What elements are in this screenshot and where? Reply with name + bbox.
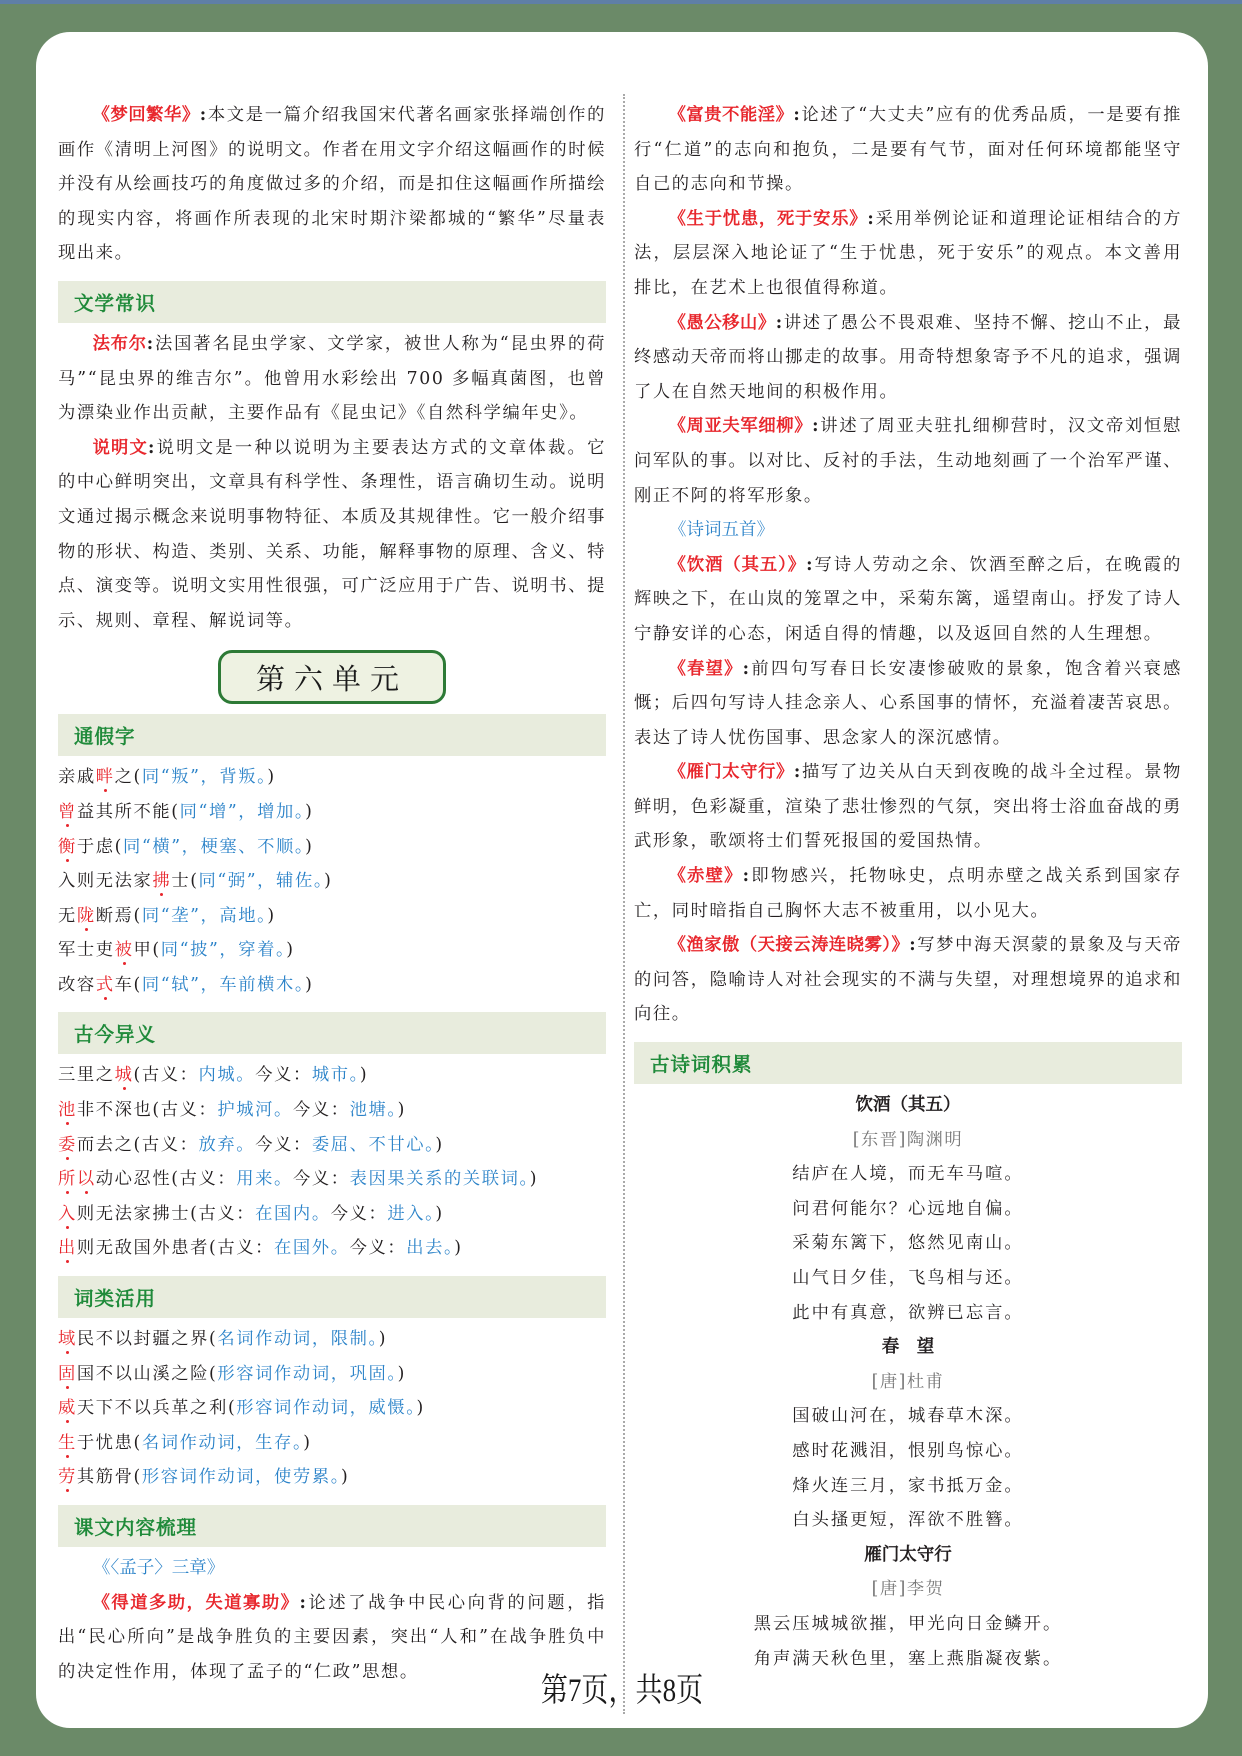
paren: )	[305, 836, 314, 857]
emphasized-char: 衡	[58, 836, 77, 857]
intro-title: 《梦回繁华》	[92, 105, 200, 125]
summary-item	[634, 409, 1182, 513]
section-heading-text: 古诗词积累	[650, 1053, 753, 1077]
poem-line: 问君何能尔？心远地自偏。	[792, 1198, 1024, 1219]
emphasized-char: 式	[95, 974, 115, 995]
text-post: 之(	[114, 767, 142, 788]
emphasized-char-group	[58, 1433, 77, 1453]
emphasized-char-group	[96, 975, 115, 995]
summary-item	[634, 548, 1182, 652]
emphasized-char: 畔	[95, 767, 115, 788]
summary-text: 写梦中海天溟蒙的景象及与天帝的问答，隐喻诗人对社会现实的不满与失望，对理想境界的追求和向往。	[634, 935, 1182, 1025]
text-post: 则无敌国外患者(古义：	[76, 1238, 275, 1259]
emphasized-char: 威	[58, 1398, 77, 1419]
poem-line: 感时花溅泪，恨别鸟惊心。	[792, 1440, 1024, 1461]
modern-meaning: 进入。	[387, 1203, 436, 1224]
note: 同“叛”，背叛。	[141, 767, 268, 788]
colon: :	[909, 935, 918, 956]
summary-text: 前四句写春日长安凄惨破败的景象，饱含着兴衰感慨；后四句写诗人挂念亲人、心系国事的情怀，充溢着凄苦哀思。表达了诗人忧伤国事、思念家人的深沉感情。	[634, 658, 1182, 748]
modern-meaning: 城市。	[311, 1065, 360, 1086]
summary-text: 采用举例论证和道理论证相结合的方法，层层深入地论证了“生于忧患，死于安乐”的观点。本文善用排比，在艺术上也很值得称道。	[634, 208, 1182, 298]
section-heading-text: 通假字	[74, 725, 136, 749]
emphasized-char: 以	[76, 1169, 96, 1190]
note: 同“垄”，高地。	[141, 905, 268, 926]
poem-line: 结庐在人境，而无车马喧。	[792, 1164, 1024, 1185]
paren: )	[303, 1432, 312, 1453]
gujin-item	[58, 1093, 606, 1128]
unit-title: 第六单元	[255, 661, 408, 696]
poem-title: 雁门太守行	[864, 1544, 952, 1565]
poem-line: 黑云压城城欲摧，甲光向日金鳞开。	[753, 1613, 1063, 1634]
summary-title: 《富贵不能淫》	[668, 105, 794, 125]
text-post: 车(	[114, 974, 142, 995]
note: 形容词作动词，巩固。	[217, 1363, 398, 1384]
text-post: 则无法家拂士(古义：	[76, 1203, 256, 1224]
text-pre: 军士吏	[58, 940, 115, 961]
page-indicator: 第7页，共8页	[540, 1673, 704, 1709]
emphasized-char-group	[152, 871, 171, 891]
modern-meaning: 委屈、不甘心。	[311, 1134, 436, 1155]
colon: :	[148, 437, 156, 458]
tongjiazi-item	[58, 968, 606, 1003]
tongjiazi-item	[58, 760, 606, 795]
literary-item	[58, 431, 606, 639]
cilei-list	[58, 1322, 606, 1495]
emphasized-char: 拂	[152, 871, 172, 892]
group-title-mengzi: 《〈孟子〉三章》	[93, 1558, 225, 1578]
text-post: 于忧患(	[76, 1432, 142, 1453]
emphasized-char-group	[58, 1398, 77, 1418]
summary-text: 讲述了周亚夫驻扎细柳营时，汉文帝刘恒慰问军队的事。以对比、反衬的手法，生动地刻画了一个治军严谨、刚正不阿的将军形象。	[634, 416, 1182, 506]
text-pre: 三里之	[58, 1065, 115, 1086]
paren: )	[378, 1329, 388, 1350]
summary-title: 《生于忧患，死于安乐》	[668, 208, 868, 229]
top-edge-strip	[0, 0, 1242, 4]
colon: :	[742, 658, 751, 679]
poem-line: 国破山河在，城春草木深。	[792, 1406, 1024, 1427]
poem-title: 饮酒（其五）	[855, 1095, 961, 1116]
gujin-item	[58, 1162, 606, 1197]
emphasized-char-group	[58, 1364, 77, 1384]
text-post: 动心忍性(古义：	[95, 1169, 237, 1190]
emphasized-char: 被	[114, 940, 134, 961]
text-post: 国不以山溪之险(	[76, 1363, 218, 1384]
paren: )	[286, 940, 295, 961]
tongjiazi-item	[58, 795, 606, 830]
note: 同“横”，梗塞、不顺。	[123, 836, 306, 857]
emphasized-char: 委	[58, 1134, 77, 1155]
section-heading-text: 词类活用	[74, 1287, 157, 1311]
text-post: 民不以封疆之界(	[76, 1329, 218, 1350]
paren: )	[454, 1238, 463, 1259]
poem-author: [唐]李贺	[871, 1579, 945, 1600]
poem-line: 采菊东篱下，悠然见南山。	[792, 1233, 1024, 1254]
poem-line: 烽火连三月，家书抵万金。	[792, 1475, 1024, 1496]
gujin-list	[58, 1058, 606, 1266]
literary-text: 法国著名昆虫学家、文学家，被世人称为“昆虫界的荷马”“昆虫界的维吉尔”。他曾用水彩绘出 700 多幅真菌图，也曾为漂染业作出贡献，主要作品有《昆虫记》《自然科学编年史》。	[58, 333, 606, 424]
summary-title: 《周亚夫军细柳》	[668, 416, 813, 437]
summary-item	[634, 652, 1182, 756]
literary-item	[58, 327, 606, 431]
emphasized-char-group	[115, 940, 134, 960]
colon: :	[812, 416, 821, 437]
text-post: 益其所不能(	[76, 801, 180, 822]
gujin-item	[58, 1128, 606, 1163]
colon: :	[793, 105, 802, 125]
emphasized-char-group	[58, 1467, 77, 1487]
tongjiazi-list	[58, 760, 606, 1002]
paren: )	[305, 801, 314, 822]
modern-meaning: 出去。	[406, 1238, 455, 1259]
cilei-item	[58, 1460, 606, 1495]
text-post: 天下不以兵革之利(	[76, 1398, 237, 1419]
summary-text: 即物感兴，托物咏史，点明赤壁之战关系到国家存亡，同时暗指自己胸怀大志不被重用，以小见大。	[634, 866, 1182, 921]
section-heading-poetry	[634, 1042, 1182, 1084]
emphasized-char-group	[58, 1135, 77, 1155]
paren: )	[435, 1134, 444, 1155]
summary-title: 《饮酒（其五）》	[668, 554, 807, 575]
emphasized-char: 出	[58, 1238, 77, 1259]
emphasized-char-group	[115, 1065, 134, 1085]
paren: )	[435, 1203, 444, 1224]
section-heading-text: 课文内容梳理	[74, 1516, 198, 1539]
modern-meaning: 表因果关系的关联词。	[349, 1169, 530, 1190]
summary-item	[634, 928, 1182, 1032]
literary-term: 说明文	[92, 437, 148, 458]
colon: :	[806, 554, 815, 575]
modern-label: 今义：	[255, 1065, 312, 1086]
ancient-meaning: 护城河。	[217, 1100, 293, 1121]
section-heading-text: 文学常识	[74, 291, 157, 315]
paren: )	[397, 1100, 406, 1121]
tongjiazi-item	[58, 933, 606, 968]
cilei-item	[58, 1391, 606, 1426]
text-pre: 入则无法家	[58, 871, 153, 892]
column-divider	[623, 94, 625, 1714]
summary-title: 《渔家傲（天接云涛连晓雾）》	[668, 935, 910, 956]
text-post: 士(	[171, 871, 199, 892]
poem-author: [唐]杜甫	[871, 1371, 945, 1392]
emphasized-char-group	[77, 906, 96, 926]
cilei-item	[58, 1322, 606, 1357]
tongjiazi-item	[58, 864, 606, 899]
text-post: 甲(	[133, 940, 161, 961]
emphasized-char-group	[58, 1238, 77, 1258]
note: 同“披”，穿着。	[160, 940, 287, 961]
emphasized-char: 生	[58, 1432, 77, 1453]
colon: :	[775, 312, 784, 333]
section-heading-literary-knowledge	[58, 281, 606, 323]
emphasized-char: 城	[114, 1065, 134, 1086]
emphasized-char: 曾	[58, 801, 77, 822]
emphasized-char-group	[58, 837, 77, 857]
document-page	[36, 32, 1208, 1728]
gujin-item	[58, 1058, 606, 1093]
note: 名词作动词，限制。	[217, 1329, 379, 1350]
poem-block	[634, 1538, 1182, 1676]
note: 同“轼”，车前横木。	[141, 974, 306, 995]
emphasized-char-group	[58, 802, 77, 822]
poem-line: 白头搔更短，浑欲不胜簪。	[792, 1510, 1024, 1531]
emphasized-char: 所	[58, 1169, 77, 1190]
tongjiazi-item	[58, 899, 606, 934]
section-heading-content-summary	[58, 1505, 606, 1547]
summary-title: 《春望》	[668, 658, 743, 679]
poem-block	[634, 1330, 1182, 1538]
gujin-item	[58, 1197, 606, 1232]
emphasized-char-group	[58, 1329, 77, 1349]
modern-label: 今义：	[330, 1203, 388, 1224]
summary-text: 论述了战争中民心向背的问题，指出“民心所向”是战争胜负的主要因素，突出“人和”在战争胜负中的决定性作用，体现了孟子的“仁政”思想。	[58, 1592, 606, 1682]
cilei-item	[58, 1357, 606, 1392]
summary-text: 写诗人劳动之余、饮酒至醉之后，在晚霞的辉映之下，在山岚的笼罩之中，采菊东篱，遥望南山。抒发了诗人宁静安详的心态，闲适自得的情趣，以及返回自然的人生理想。	[634, 554, 1182, 644]
modern-label: 今义：	[255, 1134, 312, 1155]
text-pre: 无	[58, 905, 77, 926]
summaries-a	[634, 98, 1182, 513]
section-heading-gujin	[58, 1012, 606, 1054]
poem-line: 角声满天秋色里，塞上燕脂凝夜紫。	[753, 1648, 1063, 1669]
cilei-item	[58, 1426, 606, 1461]
text-pre: 亲戚	[58, 767, 96, 788]
emphasized-char: 劳	[58, 1467, 77, 1488]
intro-paragraph	[58, 98, 606, 271]
colon: :	[867, 208, 876, 229]
summary-text: 讲述了愚公不畏艰难、坚持不懈、挖山不止，最终感动天帝而将山挪走的故事。用奇特想象寄予不凡的追求，强调了人在自然天地间的积极作用。	[634, 312, 1182, 402]
paren: )	[324, 871, 333, 892]
summary-item	[634, 202, 1182, 306]
poems-list	[634, 1088, 1182, 1676]
summary-title: 《赤壁》	[668, 866, 743, 887]
paren: )	[359, 1065, 369, 1086]
ancient-meaning: 内城。	[198, 1065, 256, 1086]
summaries-b	[634, 548, 1182, 1032]
text-post: 而去之(古义：	[76, 1134, 199, 1155]
summary-text: 论述了“大丈夫”应有的优秀品质，一是要有推行“仁道”的志向和抱负，二是要有气节，面对任何环境都能坚守自己的志向和节操。	[634, 105, 1182, 195]
paren: )	[340, 1467, 350, 1488]
paren: )	[529, 1169, 539, 1190]
summary-title: 《愚公移山》	[668, 312, 776, 333]
literary-term: 法布尔	[92, 333, 147, 354]
emphasized-char-group	[58, 1204, 77, 1224]
text-post: 于虑(	[76, 836, 123, 857]
emphasized-char-group	[58, 1169, 96, 1189]
modern-meaning: 池塘。	[349, 1100, 398, 1121]
note: 形容词作动词，使劳累。	[141, 1467, 341, 1488]
summary-item	[634, 306, 1182, 410]
text-pre: 改容	[58, 974, 96, 995]
poem-author: [东晋]陶渊明	[852, 1129, 964, 1150]
section-heading-tongjiazi	[58, 714, 606, 756]
ancient-meaning: 在国内。	[255, 1203, 331, 1224]
modern-label: 今义：	[349, 1238, 407, 1259]
note: 形容词作动词，威慑。	[236, 1398, 417, 1419]
emphasized-char: 陇	[76, 905, 96, 926]
emphasized-char: 入	[58, 1203, 77, 1224]
unit-title-wrap	[58, 650, 606, 704]
unit-title-box	[218, 650, 446, 704]
group-title-poems: 《诗词五首》	[669, 520, 774, 541]
note: 名词作动词，生存。	[141, 1432, 304, 1453]
poem-line: 此中有真意，欲辨已忘言。	[792, 1302, 1024, 1323]
paren: )	[267, 767, 276, 788]
ancient-meaning: 在国外。	[274, 1238, 350, 1259]
note: 同“增”，增加。	[179, 801, 306, 822]
emphasized-char-group	[58, 1100, 77, 1120]
note: 同“弼”，辅佐。	[198, 871, 325, 892]
colon: :	[742, 866, 751, 887]
emphasized-char: 域	[58, 1329, 77, 1350]
summary-title: 《得道多助，失道寡助》	[92, 1592, 300, 1613]
gujin-item	[58, 1231, 606, 1266]
modern-label: 今义：	[292, 1169, 350, 1190]
intro-text: 本文是一篇介绍我国宋代著名画家张择端创作的画作《清明上河图》的说明文。作者在用文字介绍这幅画作的时候并没有从绘画技巧的角度做过多的介绍，而是扣住这幅画作所描绘的现实内容，将画作所表现的北宋时期汴梁都城的“繁华”尽量表现出来。	[58, 105, 606, 264]
summary-item	[634, 98, 1182, 202]
summary-item	[634, 755, 1182, 859]
text-post: 非不深也(古义：	[76, 1100, 218, 1121]
colon: :	[793, 762, 802, 783]
text-post: (古义：	[133, 1065, 199, 1086]
colon: :	[146, 333, 155, 354]
tongjiazi-item	[58, 830, 606, 865]
section-heading-cilei	[58, 1276, 606, 1318]
ancient-meaning: 放弃。	[198, 1134, 256, 1155]
emphasized-char: 池	[58, 1100, 77, 1121]
modern-label: 今义：	[292, 1100, 350, 1121]
summary-title: 《雁门太守行》	[668, 762, 794, 783]
poem-title: 春 望	[881, 1337, 935, 1358]
left-column	[58, 98, 606, 1689]
poem-line: 山气日夕佳，飞鸟相与还。	[792, 1268, 1024, 1288]
poem-block	[634, 1088, 1182, 1330]
section-heading-text: 古今异义	[74, 1023, 157, 1047]
right-column	[634, 98, 1182, 1676]
text-post: 断焉(	[95, 905, 142, 926]
paren: )	[305, 974, 314, 995]
text-post: 其筋骨(	[76, 1467, 142, 1488]
colon: :	[199, 105, 208, 125]
paren: )	[267, 905, 276, 926]
summary-item	[634, 859, 1182, 928]
emphasized-char-group	[96, 767, 115, 787]
paren: )	[416, 1398, 425, 1419]
ancient-meaning: 用来。	[236, 1169, 293, 1190]
colon: :	[299, 1592, 308, 1613]
emphasized-char: 固	[58, 1363, 77, 1384]
literary-text: 说明文是一种以说明为主要表达方式的文章体裁。它的中心鲜明突出，文章具有科学性、条理性，语言确切生动。说明文通过揭示概念来说明事物特征、本质及其规律性。它一般介绍事物的形状、构造、类别、关系、功能，解释事物的原理、含义、特点、演变等。说明文实用性很强，可广泛应用于广告、说明书、提示、规则、章程、解说词等。	[58, 437, 606, 631]
summary-text: 描写了边关从白天到夜晚的战斗全过程。景物鲜明，色彩凝重，渲染了悲壮惨烈的气氛，突出将士浴血奋战的勇武形象，歌颂将士们誓死报国的爱国热情。	[634, 762, 1182, 852]
paren: )	[397, 1363, 406, 1384]
